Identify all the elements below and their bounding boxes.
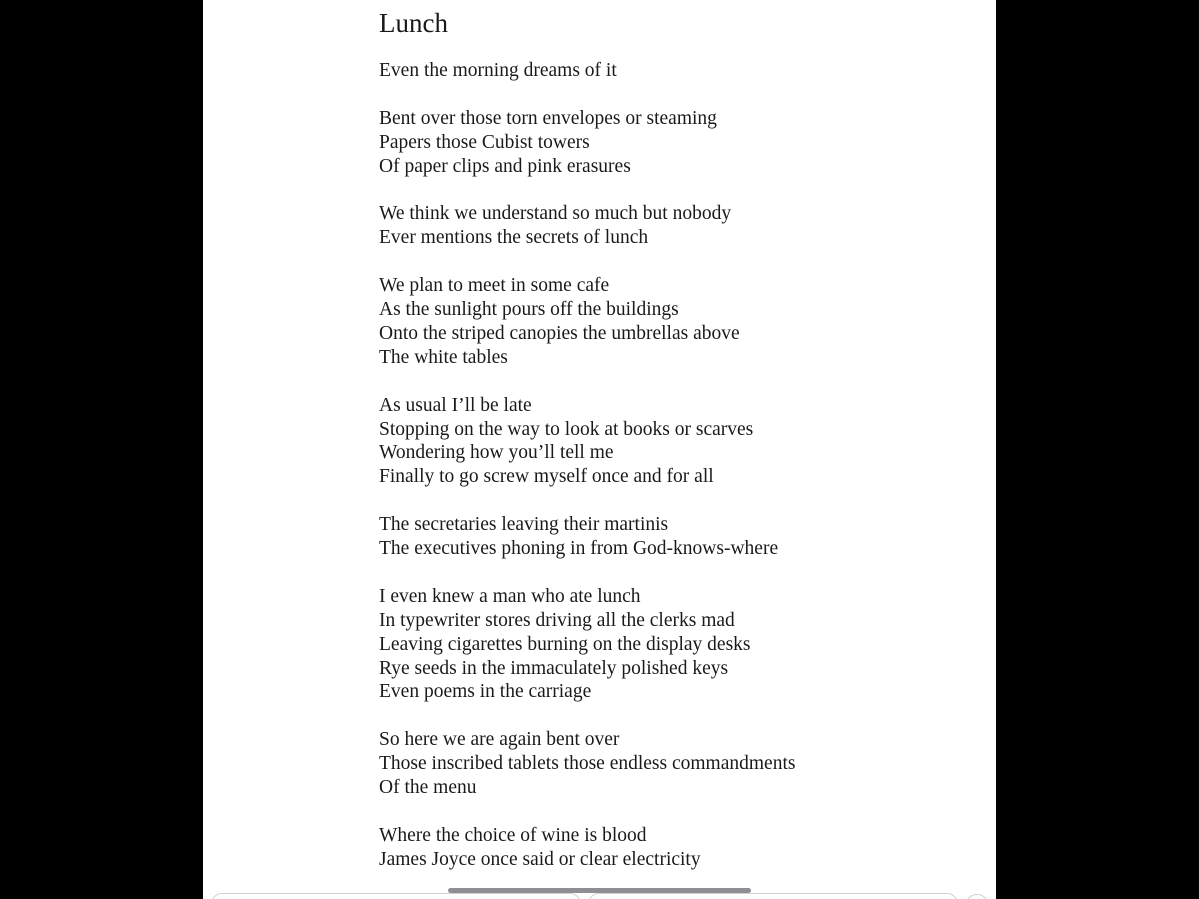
poem-line: Wondering how you’ll tell me bbox=[379, 442, 614, 464]
poem-line: Bent over those torn envelopes or steaming bbox=[379, 107, 717, 129]
poem-line: Of the menu bbox=[379, 777, 477, 799]
poem-line: Even the morning dreams of it bbox=[379, 60, 617, 81]
stanza bbox=[379, 513, 979, 561]
round-button[interactable] bbox=[965, 894, 989, 899]
stanza bbox=[379, 59, 979, 83]
poem-line: We think we understand so much but nobody bbox=[379, 203, 732, 225]
stanza bbox=[379, 274, 979, 370]
stanza bbox=[379, 585, 979, 705]
poem-line: The white tables bbox=[379, 346, 508, 368]
poem-line: Leaving cigarettes burning on the display desks bbox=[379, 633, 751, 655]
poem-line: As the sunlight pours off the buildings bbox=[379, 299, 679, 321]
poem-line: James Joyce once said or clear electricity bbox=[379, 848, 701, 870]
poem-line: I even knew a man who ate lunch bbox=[379, 585, 641, 607]
stanza bbox=[379, 202, 979, 250]
document-page[interactable] bbox=[203, 0, 996, 899]
poem bbox=[379, 6, 979, 896]
poem-line: Stopping on the way to look at books or scarves bbox=[379, 418, 754, 440]
poem-line: Papers those Cubist towers bbox=[379, 131, 590, 153]
poem-line: As usual I’ll be late bbox=[379, 394, 532, 416]
poem-line: The secretaries leaving their martinis bbox=[379, 514, 669, 536]
poem-line: Finally to go screw myself once and for all bbox=[379, 466, 714, 488]
poem-line: So here we are again bent over bbox=[379, 729, 620, 751]
stanza bbox=[379, 107, 979, 179]
poem-line: Where the choice of wine is blood bbox=[379, 824, 647, 846]
poem-title: Lunch bbox=[379, 8, 448, 38]
bottom-bar bbox=[203, 888, 996, 899]
poem-line: Those inscribed tablets those endless commandments bbox=[379, 753, 796, 775]
poem-line: Even poems in the carriage bbox=[379, 681, 592, 703]
poem-line: The executives phoning in from God-knows-where bbox=[379, 538, 779, 560]
poem-line: Of paper clips and pink erasures bbox=[379, 155, 631, 177]
home-indicator[interactable] bbox=[448, 888, 751, 893]
stanza bbox=[379, 824, 979, 872]
left-tab-button[interactable] bbox=[211, 893, 581, 899]
stanza bbox=[379, 394, 979, 490]
poem-line: In typewriter stores driving all the clerks mad bbox=[379, 609, 735, 631]
poem-line: Onto the striped canopies the umbrellas above bbox=[379, 322, 740, 344]
poem-body bbox=[379, 59, 979, 872]
poem-line: Rye seeds in the immaculately polished keys bbox=[379, 657, 729, 679]
poem-line: We plan to meet in some cafe bbox=[379, 275, 610, 297]
right-tab-button[interactable] bbox=[588, 893, 958, 899]
stanza bbox=[379, 728, 979, 800]
poem-line: Ever mentions the secrets of lunch bbox=[379, 227, 649, 249]
